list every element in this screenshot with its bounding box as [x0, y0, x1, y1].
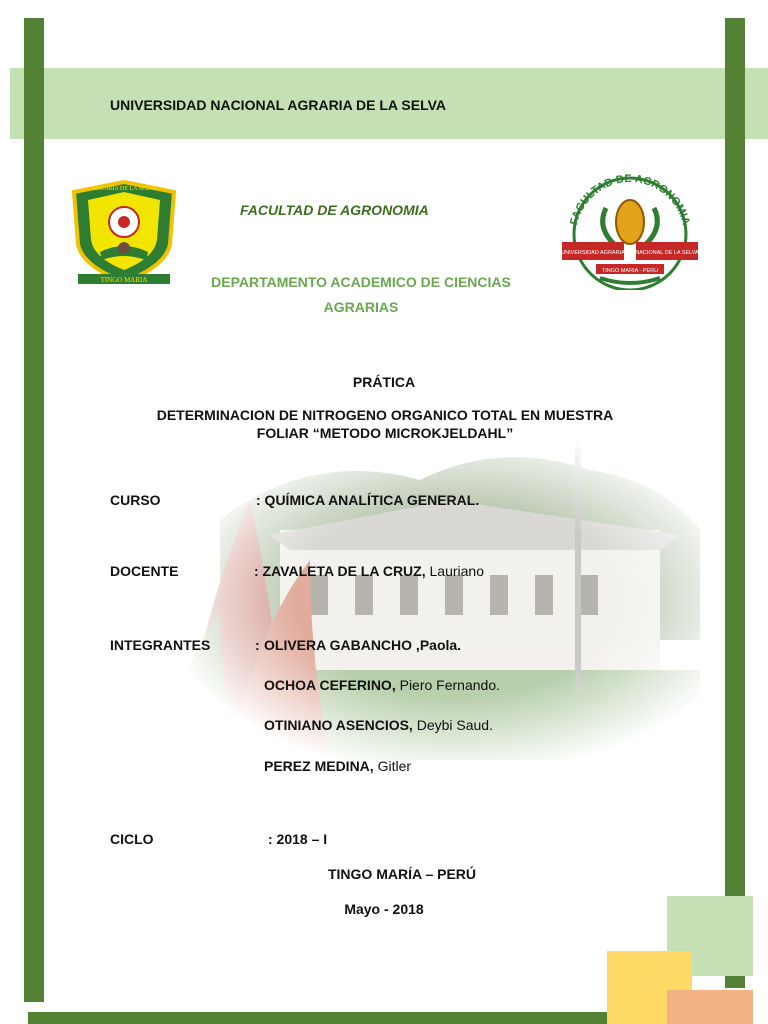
member-4 — [264, 758, 411, 774]
member-2-name: Piero Fernando. — [395, 677, 501, 693]
department-line-2: AGRARIAS — [323, 299, 399, 315]
faculty-seal-logo — [556, 168, 704, 290]
faculty-name: FACULTAD DE AGRONOMIA — [240, 202, 429, 218]
member-2 — [264, 677, 500, 693]
docente-label: DOCENTE — [110, 563, 179, 579]
member-1 — [264, 637, 461, 653]
docente-given-name: Lauriano — [425, 563, 484, 579]
integrantes-label: INTEGRANTES — [110, 637, 211, 653]
ciclo-value: : 2018 – I — [268, 831, 328, 847]
university-seal-logo — [66, 178, 182, 286]
document-title-line-1: DETERMINACION DE NITROGENO ORGANICO TOTAL EN MUESTRA — [156, 407, 614, 423]
seal-left-banner-text: AGRARIA DE LA SELVA — [91, 186, 157, 192]
docente-surname: : ZAVALETA DE LA CRUZ, — [254, 563, 426, 579]
member-3-surname: OTINIANO ASENCIOS, — [264, 717, 413, 733]
member-3 — [264, 717, 493, 733]
curso-value: : QUÍMICA ANALÍTICA GENERAL. — [256, 492, 480, 508]
member-1-name: ,Paola. — [412, 637, 462, 653]
member-3-name: Deybi Saud. — [412, 717, 493, 733]
university-name: UNIVERSIDAD NACIONAL AGRARIA DE LA SELVA — [110, 97, 447, 113]
seal-right-ribbon-bottom: TINGO MARIA - PERU — [601, 268, 659, 274]
department-name — [180, 270, 542, 320]
campus-background-photo — [160, 440, 700, 760]
bottom-border-bar — [28, 1012, 658, 1024]
corner-square-orange — [667, 990, 753, 1024]
document-title — [110, 406, 660, 442]
seal-right-arc-text: FACULTAD DE AGRONOMIA — [568, 172, 692, 227]
department-line-1: DEPARTAMENTO ACADEMICO DE CIENCIAS — [211, 274, 511, 290]
curso-label: CURSO — [110, 492, 161, 508]
seal-right-ribbon-left: UNIVERSIDAD AGRARIA — [561, 250, 625, 256]
seal-right-ribbon-right: NACIONAL DE LA SELVA — [635, 250, 699, 256]
member-4-name: Gitler — [373, 758, 412, 774]
document-type: PRÁTICA — [352, 374, 416, 390]
integrantes-colon: : — [255, 637, 260, 653]
right-border-bar — [725, 18, 745, 988]
footer-place: TINGO MARÍA – PERÚ — [327, 866, 477, 882]
docente-value — [254, 563, 484, 579]
member-2-surname: OCHOA CEFERINO, — [264, 677, 396, 693]
footer-date: Mayo - 2018 — [344, 901, 424, 917]
ciclo-label: CICLO — [110, 831, 154, 847]
left-border-bar — [24, 18, 44, 1002]
member-4-surname: PEREZ MEDINA, — [264, 758, 374, 774]
document-title-line-2: FOLIAR “METODO MICROKJELDAHL” — [256, 425, 514, 441]
member-1-surname: OLIVERA GABANCHO — [264, 637, 413, 653]
seal-left-bottom-text: TINGO MARIA — [100, 276, 148, 284]
